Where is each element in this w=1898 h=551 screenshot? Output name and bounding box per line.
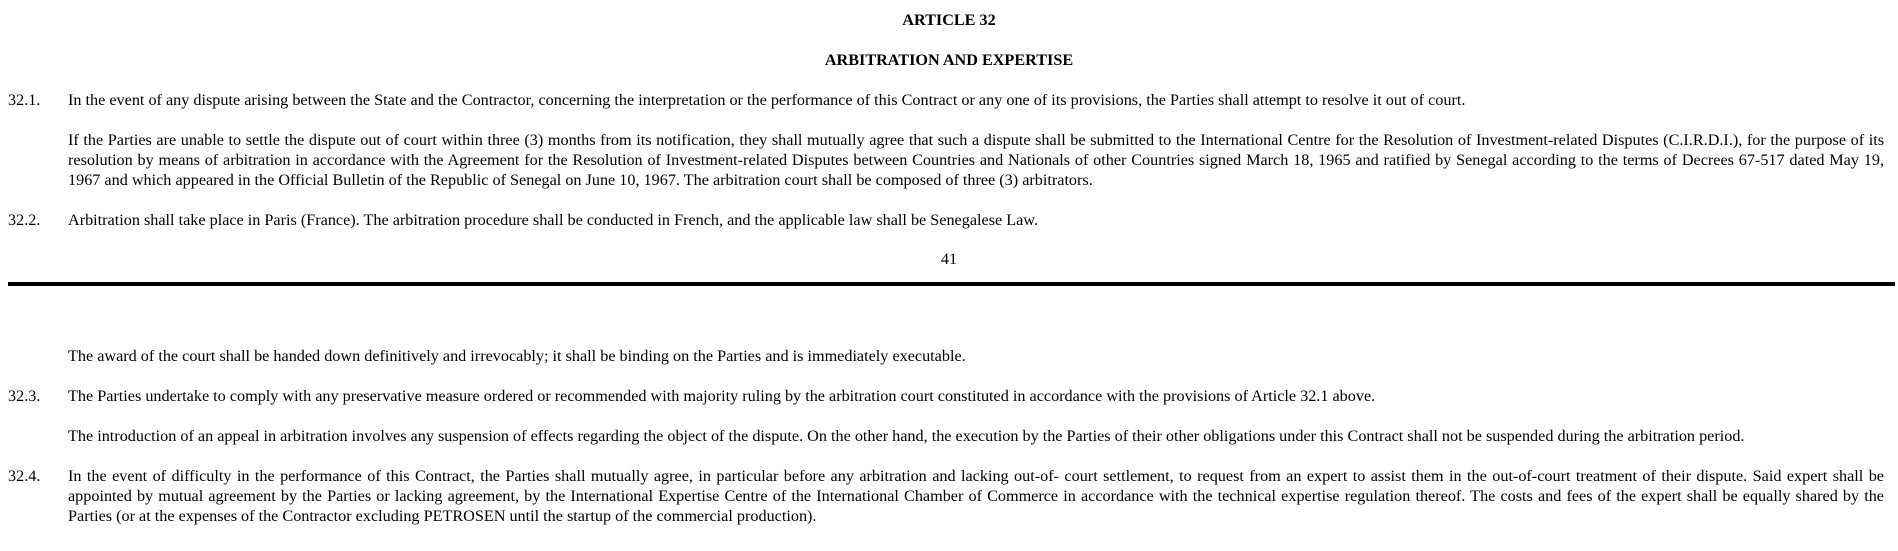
- section-number-32-1: 32.1.: [8, 91, 41, 109]
- section-32-2-paragraph: Arbitration shall take place in Paris (France). The arbitration procedure shall be conducted in French, and the applicable law shall be Senegalese Law.: [68, 211, 1038, 229]
- section-number-32-3: 32.3.: [8, 387, 41, 405]
- continuation-paragraph: The award of the court shall be handed down definitively and irrevocably; it shall be binding on the Parties and is immediately executable.: [68, 347, 966, 365]
- article-subtitle: ARBITRATION AND EXPERTISE: [824, 51, 1074, 69]
- article-title: ARTICLE 32: [902, 11, 996, 29]
- page-number: 41: [940, 250, 958, 268]
- section-32-1-paragraph-1: In the event of any dispute arising between the State and the Contractor, concerning the interpretation or the performance of this Contract or any one of its provisions, the Parties shall attempt to resolve it out of court.: [68, 91, 1466, 109]
- page-break-divider: [8, 282, 1895, 286]
- section-32-3-paragraph-2: The introduction of an appeal in arbitration involves any suspension of effects regarding the object of the dispute. On the other hand, the execution by the Parties of their other obligations under this Contract shall not be suspended during the arbitration period.: [68, 427, 1745, 445]
- section-number-32-4: 32.4.: [8, 467, 41, 485]
- section-32-4-paragraph: In the event of difficulty in the performance of this Contract, the Parties shall mutually agree, in particular before any arbitration and lacking out-of- court settlement, to request from an expert to assist them in the out-of-court treatment of their dispute. Said expert shall be appointed by mutual agreement by the Parties or lacking agreement, by the International Expertise Centre of the International Chamber of Commerce in accordance with the technical expertise regulation thereof. The costs and fees of the expert shall be equally shared by the Parties (or at the expenses of the Contractor excluding PETROSEN until the startup of the commercial production).: [68, 467, 1884, 525]
- section-32-3-paragraph-1: The Parties undertake to comply with any preservative measure ordered or recommended with majority ruling by the arbitration court constituted in accordance with the provisions of Article 32.1 above.: [68, 387, 1376, 405]
- section-32-1-paragraph-2: If the Parties are unable to settle the dispute out of court within three (3) months from its notification, they shall mutually agree that such a dispute shall be submitted to the International Centre for the Resolution of Investment-related Disputes (C.I.R.D.I.), for the purpose of its resolution by means of arbitration in accordance with the Agreement for the Resolution of Investment-related Disputes between Countries and Nationals of other Countries signed March 18, 1965 and ratified by Senegal according to the terms of Decrees 67-517 dated May 19, 1967 and which appeared in the Official Bulletin of the Republic of Senegal on June 10, 1967. The arbitration court shall be composed of three (3) arbitrators.: [68, 131, 1884, 189]
- section-number-32-2: 32.2.: [8, 211, 41, 229]
